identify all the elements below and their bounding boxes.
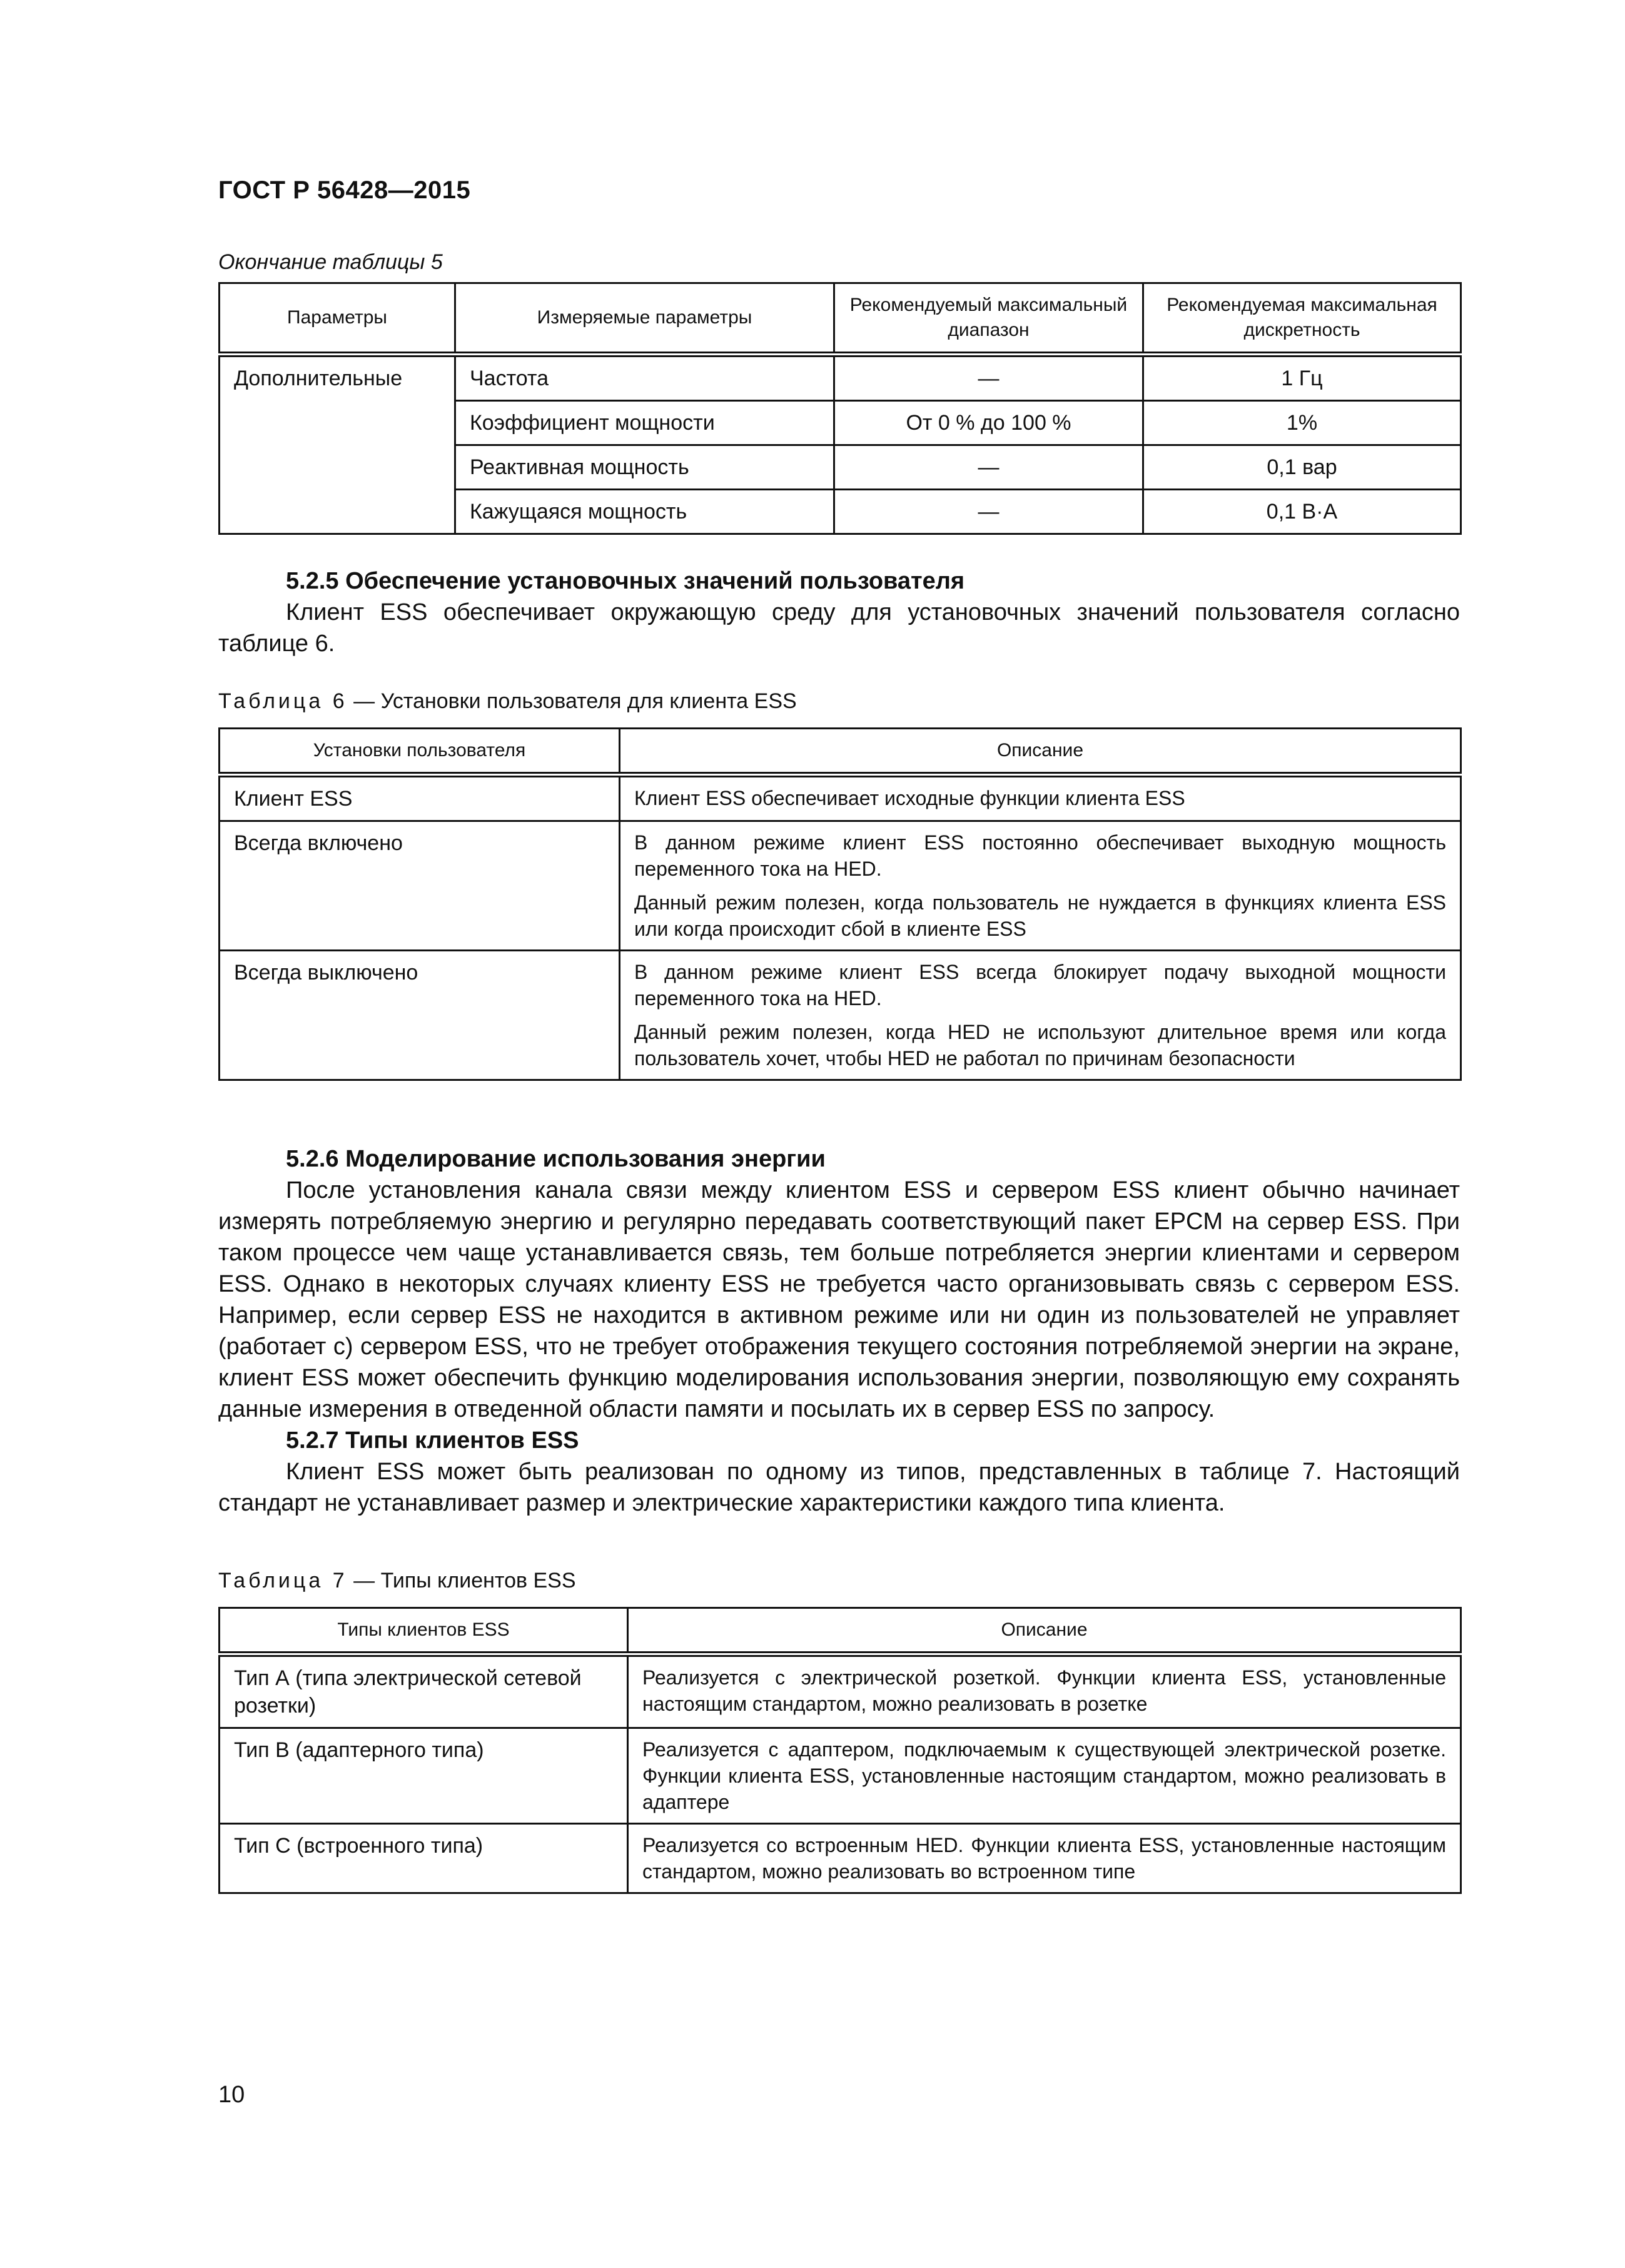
table5-block xyxy=(218,250,1460,535)
table6-setting-cell: Всегда включено xyxy=(220,821,620,951)
table6-desc-paragraph: Клиент ESS обеспечивает исходные функции клиента ESS xyxy=(634,787,1185,809)
table7-desc-cell: Реализуется со встроенным HED. Функции клиента ESS, установленные настоящим стандартом, можно реализовать во встроенном типе xyxy=(628,1824,1461,1893)
table6-desc-paragraph: В данном режиме клиент ESS всегда блокирует подачу выходной мощности переменного тока на HED. xyxy=(634,961,1446,1010)
table5-step-cell: 1 Гц xyxy=(1143,355,1461,401)
table7-caption-text: — Типы клиентов ESS xyxy=(347,1569,576,1592)
table7-block xyxy=(218,1569,1460,1894)
table7 xyxy=(218,1607,1462,1894)
table-row xyxy=(220,1728,1461,1824)
table6-desc-cell xyxy=(620,951,1461,1080)
section-5-2-5 xyxy=(218,565,1460,659)
table5-range-cell: — xyxy=(834,490,1143,534)
table6-col-description: Описание xyxy=(620,729,1461,775)
table6-caption xyxy=(218,689,1460,714)
table5-param-cell: Реактивная мощность xyxy=(455,445,834,490)
table6-header-row xyxy=(220,729,1461,775)
table-row xyxy=(220,821,1461,951)
table7-header-row xyxy=(220,1608,1461,1654)
page-number: 10 xyxy=(218,2082,245,2108)
table6-caption-text: — Установки пользователя для клиента ESS xyxy=(347,689,797,713)
table5-step-cell: 0,1 вар xyxy=(1143,445,1461,490)
standard-designation: ГОСТ Р 56428—2015 xyxy=(218,176,471,204)
table5-param-cell: Частота xyxy=(455,355,834,401)
table5-header-row xyxy=(220,283,1461,355)
table5-range-cell: От 0 % до 100 % xyxy=(834,401,1143,445)
table5-col-range: Рекомендуемый максимальный диапазон xyxy=(834,283,1143,355)
table5-param-cell: Коэффициент мощности xyxy=(455,401,834,445)
table7-desc-cell: Реализуется с электрической розеткой. Функции клиента ESS, установленные настоящим стандартом, можно реализовать в розетке xyxy=(628,1654,1461,1728)
table6-col-setting: Установки пользователя xyxy=(220,729,620,775)
section-5-2-6 xyxy=(218,1143,1460,1519)
section-5-2-7-text: Клиент ESS может быть реализован по одному из типов, представленных в таблице 7. Настоящий стандарт не устанавливает размер и электрические характеристики каждого типа клиента. xyxy=(218,1459,1460,1516)
table5-range-cell: — xyxy=(834,445,1143,490)
table5-step-cell: 1% xyxy=(1143,401,1461,445)
table7-col-type: Типы клиентов ESS xyxy=(220,1608,628,1654)
table7-desc-cell: Реализуется с адаптером, подключаемым к существующей электрической розетке. Функции клиента ESS, установленные настоящим стандартом, можно реализовать в адаптере xyxy=(628,1728,1461,1824)
table-row xyxy=(220,1824,1461,1893)
table-row xyxy=(220,1654,1461,1728)
table6-desc-paragraph: В данном режиме клиент ESS постоянно обеспечивает выходную мощность переменного тока на HED. xyxy=(634,831,1446,880)
table6-desc-cell xyxy=(620,821,1461,951)
section-5-2-7-title: 5.2.7 Типы клиентов ESS xyxy=(286,1427,579,1454)
table5-range-cell: — xyxy=(834,355,1143,401)
table6-setting-cell: Всегда выключено xyxy=(220,951,620,1080)
table7-caption xyxy=(218,1569,1460,1593)
table6-caption-label: Таблица 6 xyxy=(218,689,348,713)
table5-group-cell: Дополнительные xyxy=(220,355,455,534)
table6-setting-cell: Клиент ESS xyxy=(220,775,620,821)
table5-col-params: Параметры xyxy=(220,283,455,355)
table6-desc-cell xyxy=(620,775,1461,821)
table5-step-cell: 0,1 В·А xyxy=(1143,490,1461,534)
table5-caption: Окончание таблицы 5 xyxy=(218,250,443,274)
table7-col-description: Описание xyxy=(628,1608,1461,1654)
section-5-2-6-title: 5.2.6 Моделирование использования энергии xyxy=(286,1146,826,1172)
table6-block xyxy=(218,689,1460,1081)
table5-col-step: Рекомендуемая максимальная дискретность xyxy=(1143,283,1461,355)
section-5-2-5-title: 5.2.5 Обеспечение установочных значений пользователя xyxy=(286,568,965,594)
section-5-2-5-text: Клиент ESS обеспечивает окружающую среду для установочных значений пользователя согласно таблице 6. xyxy=(218,599,1460,657)
table7-type-cell: Тип В (адаптерного типа) xyxy=(220,1728,628,1824)
table-row xyxy=(220,775,1461,821)
table-row xyxy=(220,951,1461,1080)
table6-desc-paragraph: Данный режим полезен, когда пользователь не нуждается в функциях клиента ESS или когда происходит сбой в клиенте ESS xyxy=(634,891,1446,940)
table6-desc-paragraph: Данный режим полезен, когда HED не используют длительное время или когда пользователь хочет, чтобы HED не работал по причинам безопасности xyxy=(634,1021,1446,1070)
table-row xyxy=(220,355,1461,401)
table5-col-measured: Измеряемые параметры xyxy=(455,283,834,355)
section-5-2-6-text: После установления канала связи между клиентом ESS и сервером ESS клиент обычно начинает измерять потребляемую энергию и регулярно передавать соответствующий пакет EPCM на сервер ESS. При таком процессе чем чаще устанавливается связь, тем больше потребляется энергии клиентами и сервером ESS. Однако в некоторых случаях клиенту ESS не требуется часто организовывать связь с сервером ESS. Например, если сервер ESS не находится в активном режиме или ни один из пользователей не управляет (работает с) сервером ESS, что не требует отображения текущего состояния потребляемой энергии на экране, клиент ESS может обеспечить функцию моделирования использования энергии, позволяющую ему сохранять данные измерения в отведенной области памяти и посылать их в сервер ESS по запросу. xyxy=(218,1177,1460,1422)
table5-param-cell: Кажущаяся мощность xyxy=(455,490,834,534)
table7-caption-label: Таблица 7 xyxy=(218,1569,348,1592)
table7-type-cell: Тип А (типа электрической сетевой розетки) xyxy=(220,1654,628,1728)
table5 xyxy=(218,282,1462,535)
table7-type-cell: Тип С (встроенного типа) xyxy=(220,1824,628,1893)
table6 xyxy=(218,727,1462,1081)
